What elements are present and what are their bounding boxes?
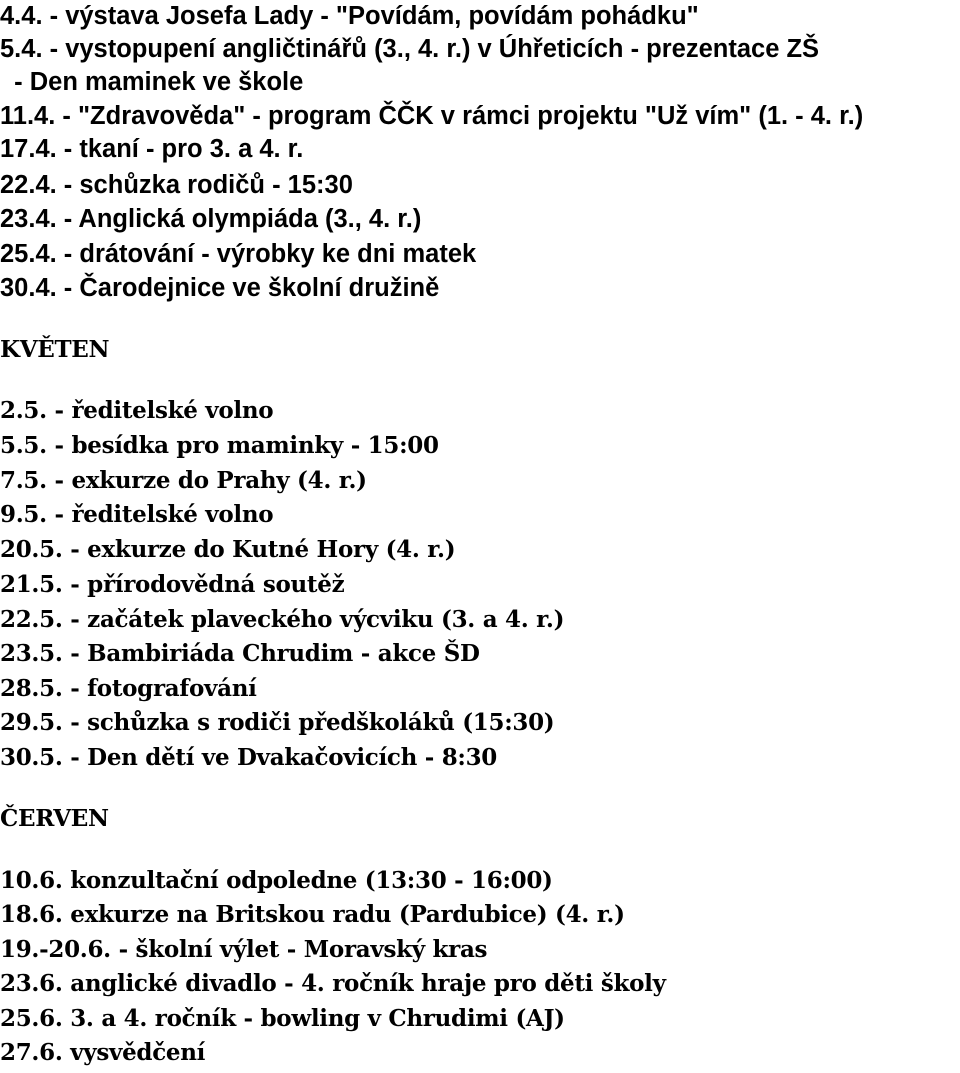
may-item: 23.5. - Bambiriáda Chrudim - akce ŠD [0,640,480,667]
may-item: 21.5. - přírodovědná soutěž [0,571,345,598]
april-item: 23.4. - Anglická olympiáda (3., 4. r.) [0,205,422,233]
april-item: 11.4. - "Zdravověda" - program ČČK v rámci projektu "Už vím" (1. - 4. r.) [0,102,864,130]
april-item: 5.4. - vystopupení angličtinářů (3., 4. r.) v Úhřeticích - prezentace ZŠ [0,35,820,63]
april-item: 17.4. - tkaní - pro 3. a 4. r. [0,135,304,163]
may-item: 28.5. - fotografování [0,675,257,702]
may-item: 29.5. - schůzka s rodiči předškoláků (15:30) [0,709,555,736]
april-item: 4.4. - výstava Josefa Lady - "Povídám, povídám pohádku" [0,2,699,30]
may-item: 30.5. - Den dětí ve Dvakačovicích - 8:30 [0,744,498,771]
june-item: 18.6. exkurze na Britskou radu (Pardubice) (4. r.) [0,901,625,928]
may-item: 7.5. - exkurze do Prahy (4. r.) [0,467,367,494]
may-item: 5.5. - besídka pro maminky - 15:00 [0,432,439,459]
may-heading: KVĚTEN [0,336,110,363]
june-item: 25.6. 3. a 4. ročník - bowling v Chrudimi (AJ) [0,1005,565,1032]
april-item: 22.4. - schůzka rodičů - 15:30 [0,171,353,199]
may-item: 22.5. - začátek plaveckého výcviku (3. a 4. r.) [0,606,565,633]
june-item: 23.6. anglické divadlo - 4. ročník hraje pro děti školy [0,970,666,997]
april-item: 25.4. - drátování - výrobky ke dni matek [0,240,477,268]
may-item: 20.5. - exkurze do Kutné Hory (4. r.) [0,536,456,563]
may-item: 9.5. - ředitelské volno [0,501,274,528]
june-item: 19.-20.6. - školní výlet - Moravský kras [0,936,488,963]
april-item: - Den maminek ve škole [0,68,304,96]
april-item: 30.4. - Čarodejnice ve školní družině [0,274,440,302]
june-item: 10.6. konzultační odpoledne (13:30 - 16:00) [0,867,553,894]
may-item: 2.5. - ředitelské volno [0,397,274,424]
june-heading: ČERVEN [0,805,109,832]
june-item: 27.6. vysvědčení [0,1039,206,1066]
